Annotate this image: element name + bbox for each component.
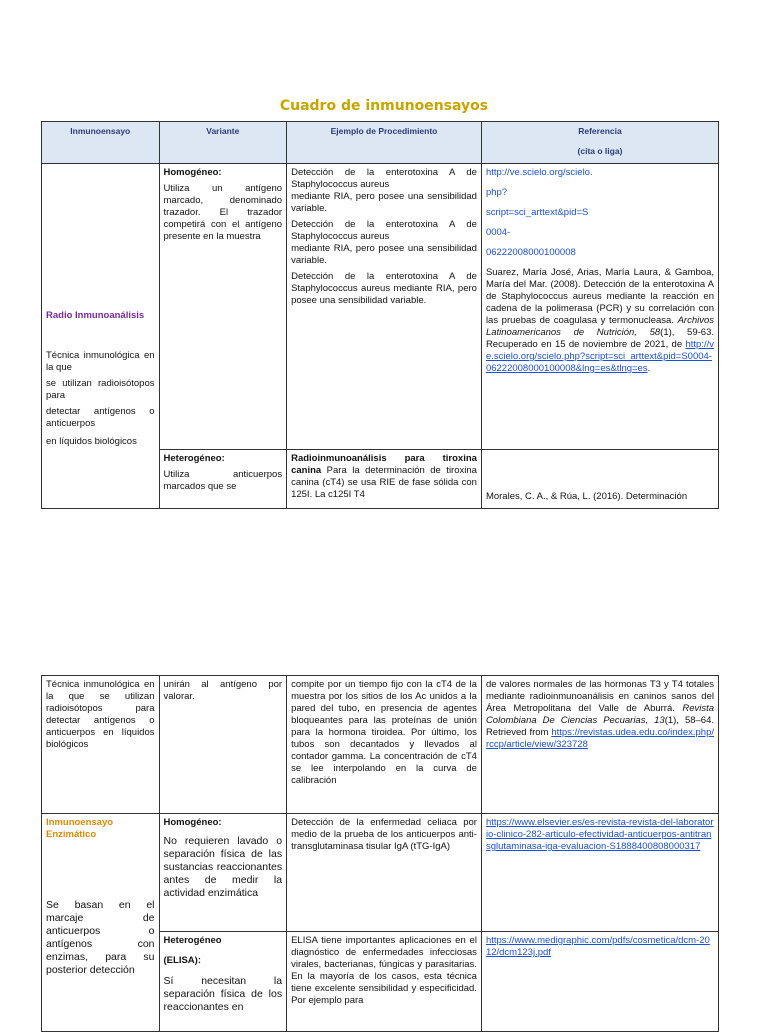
- elisa-cell: [42, 814, 160, 1032]
- ria-ref-url-3[interactable]: script=sci_arttext&pid=S: [485, 207, 589, 218]
- ria-ref-url-1[interactable]: http://ve.scielo.org/scielo.: [485, 167, 593, 178]
- ria-desc-4: en líquidos biológicos: [46, 436, 137, 447]
- elisa-hetero-sub: (ELISA):: [163, 955, 201, 966]
- ria-homo-proc-cell: [287, 164, 482, 450]
- ria-ref-cont-journal: Revista Colombiana De Ciencias Pecuarias, 13: [485, 703, 715, 726]
- immunoassay-table-bottom: [41, 675, 719, 1032]
- ria-ref-cont-text: de valores normales de las hormonas T3 y T4 totales mediante radioinmunoanálisis en caninos sanos del Área Metropolitana del Valle de Aburrá.: [485, 679, 714, 714]
- ria-homo-label: Homogéneo:: [163, 167, 222, 178]
- ria-proc-1a: Detección de la enterotoxina A de Staphylococcus aureus: [291, 167, 477, 190]
- elisa-homo-ref-cell: [481, 814, 718, 932]
- ria-ref-cite: Suarez, María José, Arias, María Laura, & Gamboa, María del Mar. (2008). Detección de la enterotoxina A de Staphylococcus aureus mediante la reacción en cadena de la polimerasa (PCR) y su correlación con las pruebas de coagulasa y termonucleasa.: [485, 267, 714, 326]
- ria-ref-cont-tail: (1), 58–64. Retrieved from: [485, 715, 714, 738]
- elisa-hetero-text: Sí necesitan la separación física de los reaccionantes en: [163, 975, 283, 1013]
- ria-cont-desc: Técnica inmunológica en la que se utilizan radioisótopos para detectar antígenos o anticuerpos en líquidos biológicos: [46, 679, 155, 750]
- ria-proc-cont-text: compite por un tiempo fijo con la cT4 de la muestra por los sitios de los Ac unidos a la pared del tubo, en presencia de agentes bloqueantes para las proteínas de unión para la hormona tiroidea. Por último, los tubos son decantados y llevados al contador gamma. La concentración de cT4 se lee interpolando en la curva de calibración: [291, 679, 477, 786]
- ria-hetero-label: Heterogéneo:: [163, 453, 225, 464]
- ria-proc-2b: mediante RIA, pero posee una sensibilidad variable.: [291, 243, 477, 266]
- ria-ref-cont-cell: [481, 676, 718, 814]
- elisa-homo-text: No requieren lavado o separación física de las sustancias reaccionantes antes de medir la actividad enzimática: [163, 835, 283, 899]
- ria-cell: [42, 164, 160, 509]
- ria-proc-1b: mediante RIA, pero posee una sensibilidad variable.: [291, 191, 477, 214]
- ria-ref-tail: (1), 59-63. Recuperado en 15 de noviembre de 2021, de: [485, 327, 714, 350]
- elisa-homo-proc-cell: [287, 814, 482, 932]
- ria-ref-url-5[interactable]: 06222008000100008: [485, 247, 576, 258]
- ria-proc-cont-cell: [287, 676, 482, 814]
- ria-hetero-text: Utiliza anticuerpos marcados que se: [163, 469, 283, 492]
- ria-ref-url-4[interactable]: 0004-: [485, 227, 511, 238]
- elisa-desc: Se basan en el marcaje de anticuerpos o antígenos con enzimas, para su posterior detección: [46, 899, 155, 976]
- elisa-hetero-label: Heterogéneo: [163, 935, 222, 946]
- header-referencia: [481, 122, 718, 164]
- ria-hetero-proc-cell: [287, 450, 482, 509]
- elisa-hetero-proc: ELISA tiene importantes aplicaciones en el diagnóstico de enfermedades infecciosas virales, bacterianas, fúngicas y parasitarias. En la mayoría de los casos, esta técnica tiene excelente sensibilidad y especificidad. Por ejemplo para: [291, 935, 477, 1006]
- ria-hetero-proc-text: Para la determinación de tiroxina canina (cT4) se usa RIE de fase sólida con 125I. La c125I T4: [291, 465, 477, 500]
- elisa-hetero-proc-cell: [287, 932, 482, 1032]
- ria-proc-2a: Detección de la enterotoxina A de Staphylococcus aureus: [291, 219, 477, 242]
- elisa-homo-proc: Detección de la enfermedad celiaca por medio de la prueba de los anticuerpos anti-transglutaminasa tisular IgA (tTG-IgA): [291, 817, 477, 852]
- header-ejemplo: Ejemplo de Procedimiento: [287, 122, 482, 164]
- immunoassay-table-top: [41, 121, 719, 509]
- ria-homo-text: Utiliza un antígeno marcado, denominado trazador. El trazador competirá con el antígeno presente en la muestra: [163, 183, 283, 242]
- page-title: Cuadro de inmunoensayos: [279, 98, 489, 114]
- elisa-homo-ref[interactable]: https://www.elsevier.es/es-revista-revista-del-laboratorio-clinico-282-articulo-efectividad-anticuerpos-antitransglutaminasa-iga-evaluacion-S1888400808000317: [485, 817, 714, 852]
- ria-ref-cont-link[interactable]: https://revistas.udea.edu.co/index.php/rccp/article/view/323728: [485, 727, 714, 750]
- ria-desc-3: detectar antígenos o anticuerpos: [46, 406, 155, 429]
- ria-name: Radio Inmunoanálisis: [46, 310, 145, 321]
- elisa-homo-cell: [159, 814, 287, 932]
- ria-hetero-cont-cell: [159, 676, 287, 814]
- ria-hetero-cont-text: unirán al antígeno por valorar.: [163, 679, 283, 702]
- ria-proc-3: Detección de la enterotoxina A de Staphylococcus aureus mediante RIA, pero posee una sensibilidad variable.: [291, 271, 477, 306]
- elisa-name: Inmunoensayo Enzimático: [46, 817, 114, 840]
- ria-hetero-ref-cell: [481, 450, 718, 509]
- ria-cont-cell: [42, 676, 160, 814]
- ria-desc-2: se utilizan radioisótopos para: [46, 378, 155, 401]
- ria-homo-ref-cell: http://ve.scielo.org/scielo. php? script=sci_arttext&pid=S 0004- 06222008000100008 Suarez, María José, Arias, María Laura, & Gamboa, María del Mar. (2008). Detección de la enterotoxina A de Staphylococcus aureus mediante la reacción en cadena de la polimerasa (PCR) y su correlación con las pruebas de coagulasa y termonucleasa. Archivos Latinoamericanos de Nutrición, 58(1), 59-63. Recuperado en 15 de noviembre de 2021, de http://ve.scielo.org/scielo.php?script=sci_arttext&pid=S0004-06222008000100008&lng=es&tlng=es.: [481, 164, 718, 450]
- header-inmunoensayo: Inmunoensayo: [42, 122, 160, 164]
- ria-ref-link[interactable]: http://ve.scielo.org/scielo.php?script=sci_arttext&pid=S0004-06222008000100008&lng=es&tlng=es: [485, 339, 714, 374]
- ria-homo-cell: [159, 164, 287, 450]
- ria-hetero-cell: [159, 450, 287, 509]
- ria-ref-journal: Archivos Latinoamericanos de Nutrición, 58: [485, 315, 714, 338]
- header-variante: Variante: [159, 122, 287, 164]
- ria-hetero-ref: Morales, C. A., & Rúa, L. (2016). Determinación: [485, 491, 688, 502]
- ria-hetero-proc-title: Radioinmunoanálisis para tiroxina canina: [291, 453, 477, 476]
- elisa-hetero-cell: [159, 932, 287, 1032]
- header-referencia-sub: (cita o liga): [577, 146, 623, 156]
- ria-ref-url-2[interactable]: php?: [485, 187, 508, 198]
- ria-desc-1: Técnica inmunológica en la que: [46, 350, 155, 373]
- elisa-hetero-ref-cell: [481, 932, 718, 1032]
- elisa-hetero-ref[interactable]: https://www.medigraphic.com/pdfs/cosmetica/dcm-2012/dcm123j.pdf: [485, 935, 710, 958]
- elisa-homo-label: Homogéneo:: [163, 817, 222, 828]
- header-referencia-label: Referencia: [578, 126, 622, 136]
